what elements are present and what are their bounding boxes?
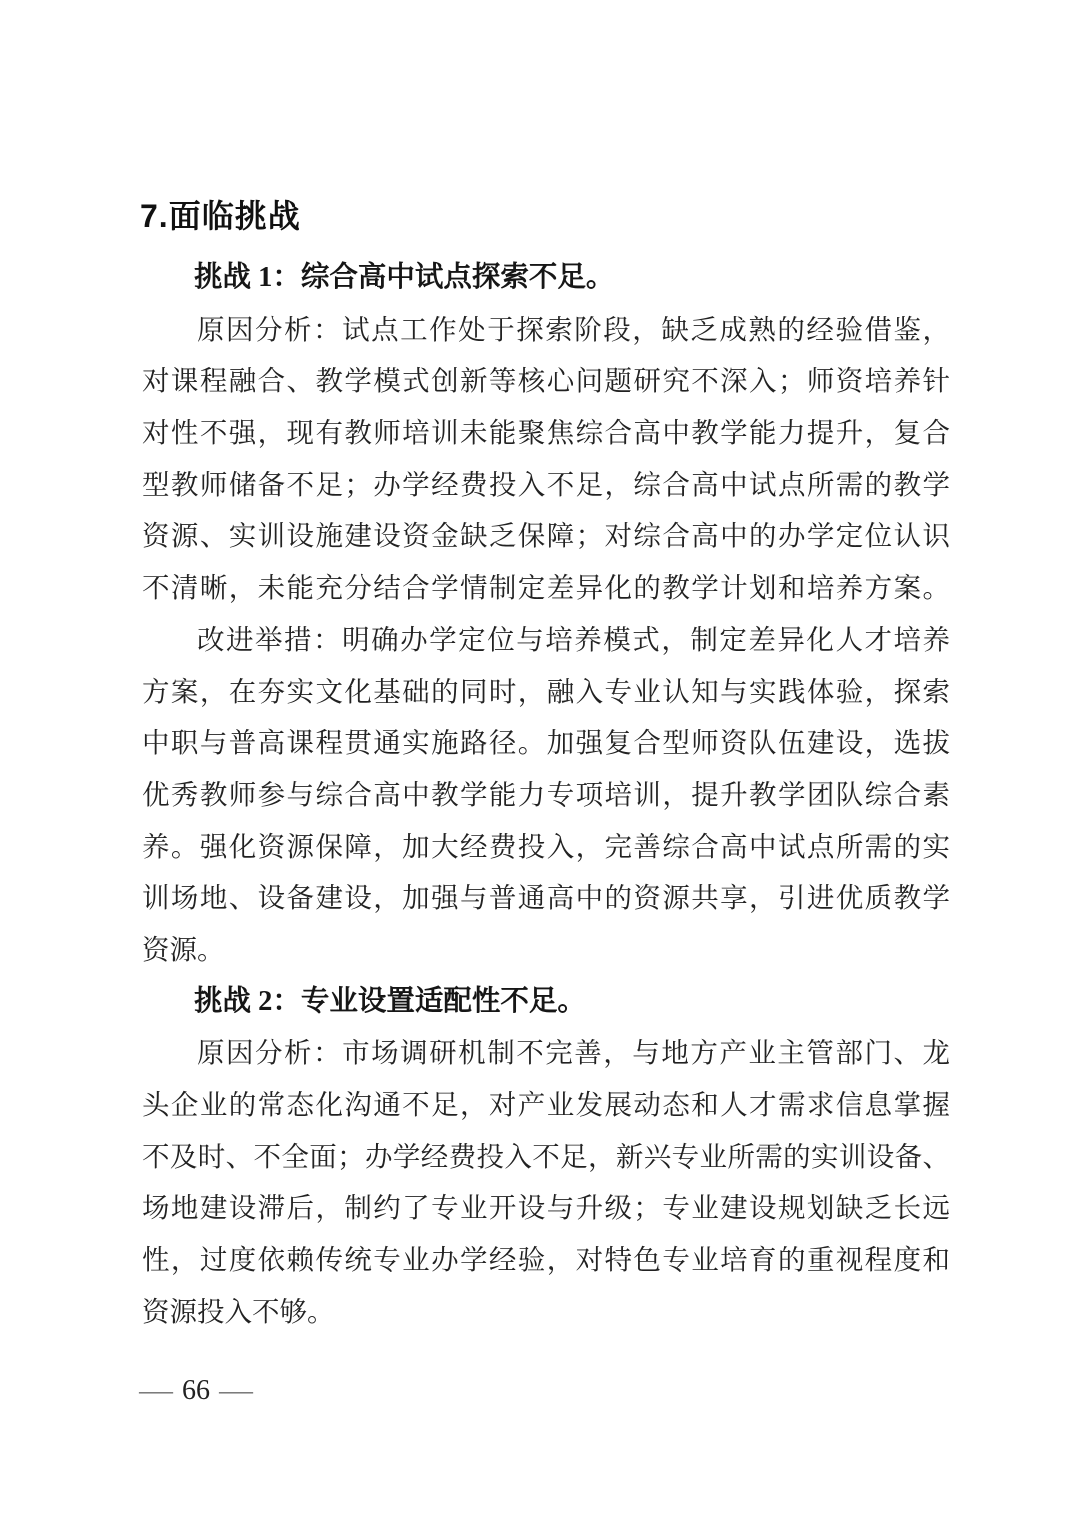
page-number-dash-left: — (139, 1376, 173, 1405)
paragraph-line: 改进举措：明确办学定位与培养模式，制定差异化人才培养 (197, 623, 950, 655)
paragraph-line: 头企业的常态化沟通不足，对产业发展动态和人才需求信息掌握 (142, 1089, 950, 1120)
paragraph-line: 不及时、不全面；办学经费投入不足，新兴专业所需的实训设备、 (142, 1140, 950, 1172)
paragraph-line: 对性不强，现有教师培训未能聚焦综合高中教学能力提升，复合 (142, 417, 950, 449)
page-number (139, 1372, 253, 1410)
section-heading: 7.面临挑战 (140, 198, 301, 234)
paragraph-line: 养。强化资源保障，加大经费投入，完善综合高中试点所需的实 (142, 830, 950, 862)
paragraph-line: 型教师储备不足；办学经费投入不足，综合高中试点所需的教学 (142, 468, 950, 500)
paragraph-line: 资源、实训设施建设资金缺乏保障；对综合高中的办学定位认识 (142, 520, 950, 552)
paragraph-line: 资源投入不够。 (142, 1295, 335, 1327)
challenge-1-title: 挑战 1：综合高中试点探索不足。 (194, 262, 615, 293)
paragraph-line: 优秀教师参与综合高中教学能力专项培训，提升教学团队综合素 (142, 778, 950, 810)
paragraph-line: 不清晰，未能充分结合学情制定差异化的教学计划和培养方案。 (142, 572, 950, 604)
paragraph-line: 原因分析：市场调研机制不完善，与地方产业主管部门、龙 (197, 1037, 950, 1069)
paragraph-line: 场地建设滞后，制约了专业开设与升级；专业建设规划缺乏长远 (142, 1192, 950, 1224)
paragraph-line: 方案，在夯实文化基础的同时，融入专业认知与实践体验，探索 (142, 675, 950, 707)
challenge-2-title: 挑战 2：专业设置适配性不足。 (194, 985, 586, 1017)
page-number-value: 66 (182, 1375, 210, 1406)
paragraph-line: 性，过度依赖传统专业办学经验，对特色专业培育的重视程度和 (142, 1244, 950, 1276)
paragraph-line: 训场地、设备建设，加强与普通高中的资源共享，引进优质教学 (142, 882, 950, 914)
page-number-dash-right: — (219, 1376, 253, 1405)
paragraph-line: 资源。 (142, 933, 225, 965)
document-body (142, 252, 950, 1337)
paragraph-line: 原因分析：试点工作处于探索阶段，缺乏成熟的经验借鉴， (197, 313, 950, 345)
paragraph-line: 对课程融合、教学模式创新等核心问题研究不深入；师资培养针 (142, 365, 950, 397)
paragraph-line: 中职与普高课程贯通实施路径。加强复合型师资队伍建设，选拔 (142, 727, 950, 759)
